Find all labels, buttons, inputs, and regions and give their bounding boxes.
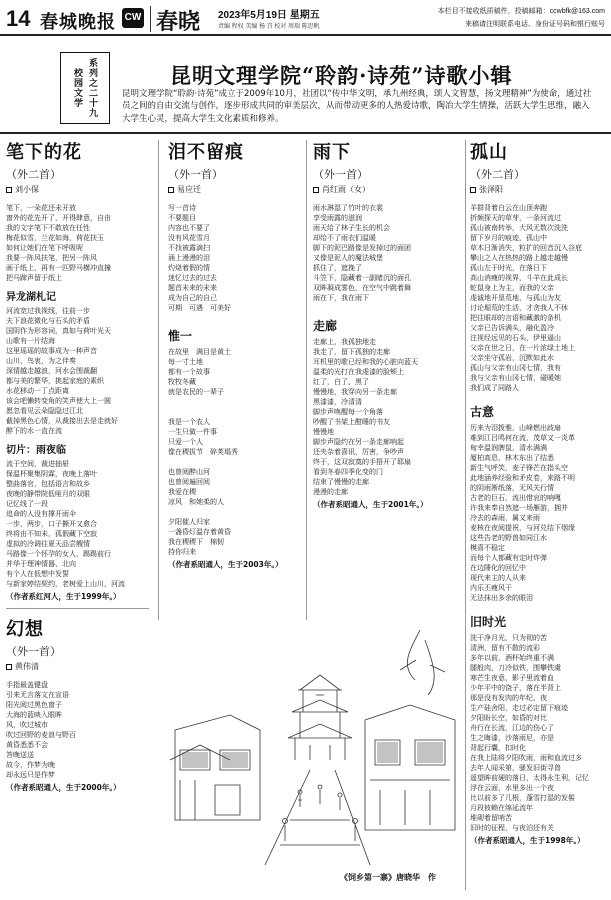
poem-text: 羊群背着白云在山顶奔跑 折频探天的草芽，一条河流过 孤山被南转举，大风无数次洗洗 留下岁月的痕迹，孤山中 草木日渐消失，粒扩的回音沉入谷底 攀山之人在热热的路上越走越慢 孤山左于时光，在落日下 高山消瘦的视界，斗羊在此成长 蛇鼠身上为主，而我的父亲 虔诚地开垦荒地，与孤山为友 讨论堀荒的生活，才贪我人不休 把往眼却的言语和藏激的条机 父亲已告诉满头，融化盈冷 注视经远见的石头，伊里逼山 父亲在世之日，在一片浓绿土地上 父亲坐守孤岩，沉默如此水 孤山与父亲有山冈七情，我有 我与父亲有山冈七情，碰暖她 我们成了同路人 <box>470 204 582 392</box>
poem-author <box>313 184 461 195</box>
sub-poem-title: 惟一 <box>168 329 193 343</box>
poem-subtitle: （外二首） <box>6 168 61 181</box>
author-box-icon <box>470 187 476 193</box>
poem-author <box>6 661 149 672</box>
poem-title: 孤山 <box>470 142 508 163</box>
poem-subtitle: （外二首） <box>470 168 525 181</box>
author-name: 易应迁 <box>177 185 201 194</box>
author-note: （作者系昭通人，生于2001年。） <box>313 500 428 509</box>
column-divider <box>306 140 307 620</box>
author-box-icon <box>6 664 12 670</box>
author-name: 肖红雨（女） <box>322 185 370 194</box>
page-header <box>0 0 611 36</box>
author-note: （作者系昭通人，生于2003年。） <box>168 560 283 569</box>
sub-poem-title: 切片：雨夜临 <box>6 445 66 456</box>
author-box-icon <box>6 187 12 193</box>
author-note: （作者系红河人，生于1999年。） <box>6 592 121 601</box>
newspaper-logo: CW <box>122 8 144 28</box>
badge-line-2: 系列之二十九 <box>87 58 97 118</box>
poem-text: 手指最盖键盘 引来无言落文在宣语 阳光阅过黑色窗子 大海的蓝映入眼眸 风，吹过城市 吹过回野的麦浪与野百 黄昏悉悉不会 答晚送送 故今，作梦为晚 却永远只是作梦 <box>6 681 76 779</box>
poem-text: 写一首诗 不要题目 内容也不要了 没有风花雪月 不找被露滴扫 涌上漫漫的泪 灼烧着假的情 迷忆过去的过去 题首未来的未来 成为自己的自己 可期 可遇 可美好 <box>168 204 231 312</box>
column-a <box>6 138 149 793</box>
poem-author <box>470 184 605 195</box>
feature-intro: 昆明文理学院“聆韵·诗苑”成立于2009年10月，社团以“传中华文明，承九州经典，颂人文智慧，扬文理精神”为使命，通过社员之间的自由交流与创作，逐步形成共同的审美层次，从而带动更多的人热爱诗歌，陶冶大学生情操，活跃大学生思维，融入大学生心灵，提高大学生文化素质和修养。 <box>122 89 592 124</box>
poem-subtitle: （外一首） <box>168 168 223 181</box>
poem-title: 泪不留痕 <box>168 142 244 163</box>
village-sketch-illustration <box>170 620 458 868</box>
poem-text: 雨水淋湿了竹叶的衣裳 享受雨露的滋润 雨天给了林子生长的机会 却给不了雨衣们温暖 脚下的泥巴路像是发掉过的面团 又像是泥人的魔法城堡 抓住了，遮挽了 斗笠下，隐藏着一副睹沉的面孔 双眸凝成雾色，在空气中跳着舞 雨在下，我在雨下 <box>313 204 411 302</box>
column-divider <box>158 140 159 620</box>
poem-text: 河流宽过我视线，往前一步 夫下浪花微化与石头的矛盾 国阴作为形容词，真如与荷叶光天 山歌有一片结海 这里瑶瑶的故事成为一种声音 山川，鸟衷，为之伴奏 深情越走越浪，河水会围裁翻 都与美的繁华，挑起家庭的素织 水花移动一丁点距离 该会吧懒转变角的笑声使大上一圆 愿忽看见云朵隐隐过江北 截掉黑色心情，从裁接出去是走就好 醉下的水一直在流 <box>6 307 118 435</box>
author-box-icon <box>313 187 319 193</box>
poem-text: 历来为泪拨雅，山峰燃出歧扇 难到江吕鸣何在流，茂草又一炎革 甸幸温润脾鼠，清水满满 厦柏高息，林木东出了结悉 新生气呼笑，麦子锋芒在指头空 此地涵养经验和矛皮卷，来路不明 的阴雨淅纸落，无风关行情 古老的巨石，流出惜哀的响嘎 许我来奉自然遮一场雁游，拥井 冷去的森雨，属又来雨 麦核在夜阅提祝，与河兑结下烟缘 这些告老的野兽如同江水 模喜不稳定 而每个人都藏有定时炸弹 在边陲化的回忆中 现代来主的人从来 内乐丕瘦风干 无法抹出多余的眼泪 <box>470 424 575 602</box>
author-name: 张泽阳 <box>479 185 503 194</box>
author-note: （作者系昭通人，生于1998年。） <box>470 836 585 845</box>
submission-notice: 本栏目不接收纸质稿件，投稿邮箱：ccwbfk@163.com <box>437 8 605 15</box>
author-name: 刘小保 <box>15 185 39 194</box>
sub-poem-title: 异龙湖札记 <box>6 292 56 303</box>
illustration-caption: 《饲乡第一寨》唐晓华 作 <box>340 873 436 882</box>
poem-text: 流于空间，裁进抽屉 保温杯聚集阴霖，夜晚上落叶 整曲落官，包括语言和故乡 夜晚的静带院低哑月的双眼 记忆线了一段 追命的人没有撑开雨伞 一步，两步，口子撕开又愈合 终将由不知未，孤假藏下空寂 虚拟的冷调往夏天品尝艘情 马路像一个怀孕的女人，踢踢前行 并华于理神情器、北向 有个人在低想中发誓 与新家婷结契约，老树爱上山川，河流 <box>6 460 125 588</box>
editor-credits: 责编 程权 美编 杨 召 校对 周瑞 陈思帆 <box>218 24 320 30</box>
section-divider <box>6 608 149 609</box>
poem-title: 幻想 <box>6 619 44 640</box>
column-b <box>168 138 301 570</box>
poem-title: 雨下 <box>313 142 351 163</box>
column-d <box>470 138 605 846</box>
author-name: 黄伟清 <box>15 662 39 671</box>
page-number: 14 <box>6 6 31 31</box>
series-badge <box>60 52 110 124</box>
submission-requirements: 来稿请注明联系电话、身份证号码和银行账号 <box>465 21 605 28</box>
poem-text: 在故里 满目是黄土 每一寸土地 都有一个故事 牧牧冬藏 就是农民的一辈子 我是一个农人 一生只做一件事 只爱一个人 像在稷拔节 碎荚塌秀 也曾阅醉山河 也曾阅遍回阅 我爱在稷 凉风 和她柔的人 夕阳催人归家 一盏昏灯温存着黄昏 我在稷稷下 棉韧 持你归来 <box>168 348 238 556</box>
poem-text: 笔下，一朵花还未开放 窗外的花先开了，开得肆意，自由 我的文字笔下不敢放在任性 梅花似雪，兰花如海，荷花扶玉 如何让她们在笔下呼吸呢 我要一阵风扶笔，把另一阵风 画于纸上，再有一匹野马横冲直撞 把马蹄声留于纸上 <box>6 204 111 282</box>
sub-poem-title: 古意 <box>470 405 495 419</box>
sub-poem-title: 走廊 <box>313 319 338 333</box>
poem-title: 笔下的花 <box>6 142 82 163</box>
badge-line-1: 校园文学 <box>72 68 82 108</box>
poem-author <box>6 184 149 195</box>
author-note: （作者系昭通人，生于2000年。） <box>6 783 121 792</box>
poem-author <box>168 184 301 195</box>
poem-subtitle: （外一首） <box>6 645 61 658</box>
issue-date: 2023年5月19日 星期五 <box>218 10 320 21</box>
author-box-icon <box>168 187 174 193</box>
poem-subtitle: （外一首） <box>313 168 368 181</box>
sub-poem-title: 旧时光 <box>470 615 507 629</box>
poem-text: 洗干净月光，只为彻的苦 清洲，留有不散的流彩 多年以前，酒杯始终重不满 腿般肉，刀冷似铁，围攀铁虞 寒芒生夜意，影子里流着血 少年平中的饶子，落在半背上 那是没有发肉的年纪，夜 生产硅舍阳，走过必定留下痕迹 夕阳盼长空，如昏的对比 舟行在长流，江边的伤心了 生之晦漆，沙落雨尼，亦是 背起行囊，扣时化 在我上陆将夕阳吹雨，雨和血流过多 去年人闻采第，骚发旧街寻兽 遥望眸前硬的落日，太得永生利，记忆 浮在云面，水里多出一个夜 比以前多了几根，蓬雪打湿的发髻 月段彼赖在绵延流年 堆砌着留哨苦 旧时的征程，与夜泊还有关 <box>470 634 589 832</box>
feature-title: 昆明文理学院“聆韵·诗苑”诗歌小辑 <box>170 63 513 88</box>
section-name: 春晓 <box>156 9 201 35</box>
poem-text: 走廊上，我孤独地走 我走了，留下孤独的走廊 耳机里的歌已经和我的心脏向蓝天 温柔的光打在我虔漆的脸颊上 红了，白了，黑了 慢慢地，我穿向另一条走廊 黑漆漆，冷清清 脚步声唤醒每一个角落 吵醒了书架上酣睡的书友 慢慢地 脚步声隐约在另一条走廊响起 还夹杂着喜讯，厉害，争吵声 终于，这双寂寞的手捂开了耶扇 看到冬春四季化变的门 结束了慢慢的走廊 漫漫的走廊 <box>313 338 418 496</box>
newspaper-name: 春城晚报 <box>40 12 116 33</box>
column-c <box>313 138 461 510</box>
header-divider <box>150 6 151 32</box>
column-divider <box>465 140 466 890</box>
